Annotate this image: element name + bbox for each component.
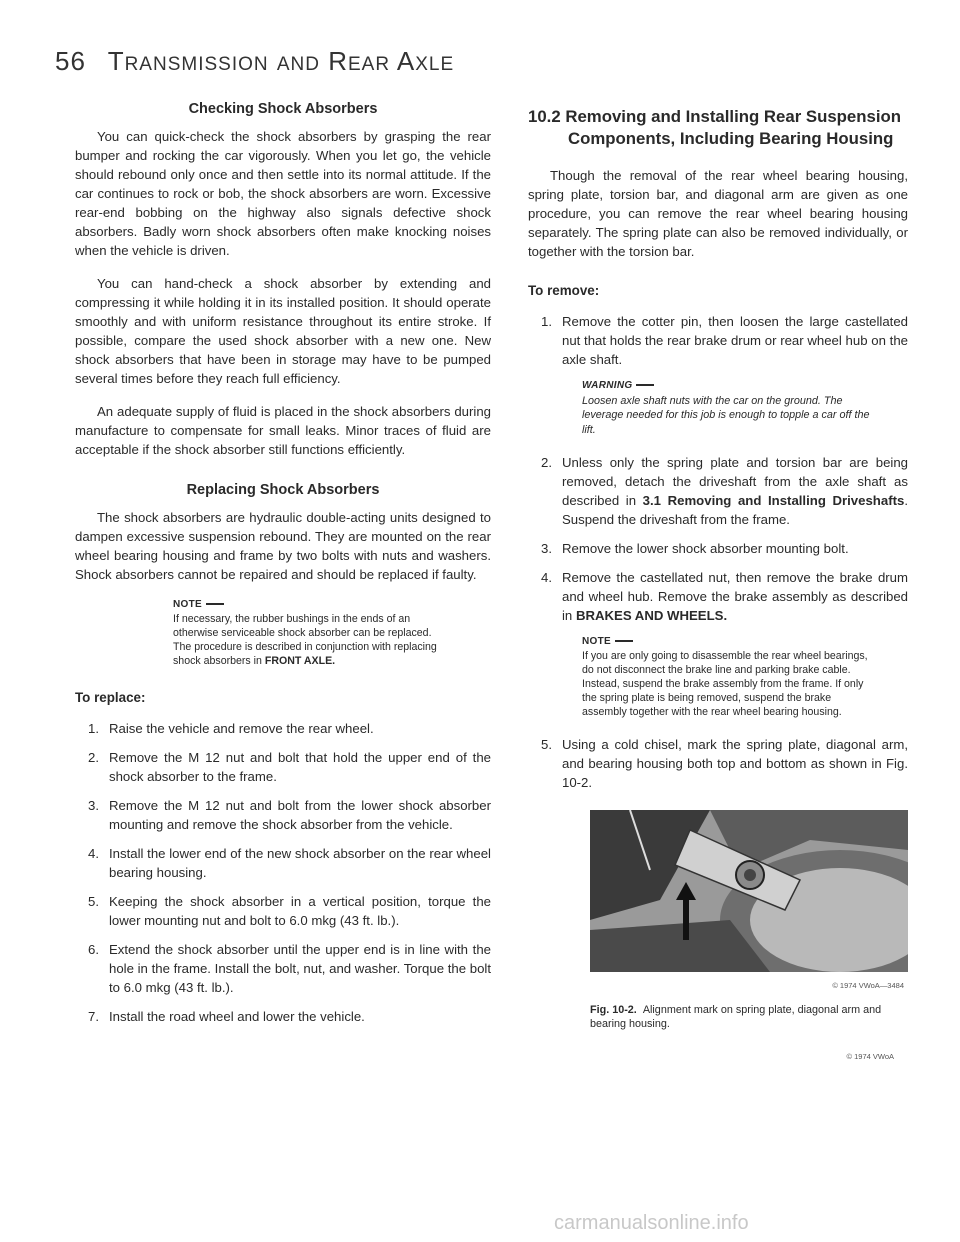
figure-illustration bbox=[590, 810, 908, 972]
list-item: 3. Remove the M 12 nut and bolt from the lower shock absorber mounting and remove the shock absorber from the vehicle. bbox=[88, 798, 491, 832]
copyright: © 1974 VWoA bbox=[846, 1052, 894, 1061]
note-label: NOTE bbox=[582, 635, 878, 649]
figure-code: © 1974 VWoA—3484 bbox=[832, 981, 904, 990]
list-item: 6. Extend the shock absorber until the upper end is in line with the hole in the frame. Install the bolt, nut, and washer. Torque the bolt to 6.0 mkg (43 ft. lb.). bbox=[88, 942, 491, 995]
note-box-right bbox=[582, 635, 878, 719]
page-number: 56 bbox=[55, 46, 86, 76]
list-item: 4. Install the lower end of the new shock absorber on the rear wheel bearing housing. bbox=[88, 846, 491, 880]
figure-label: Fig. 10-2. bbox=[590, 1004, 637, 1016]
replace-steps bbox=[75, 719, 491, 1026]
checking-paragraph-2: You can hand-check a shock absorber by extending and compressing it while holding it in its installed position. It should operate smoothly and with uniform resistance throughout its entire stroke. If possible, compare the used shock absorber with a new one. New shock absorbers that have been in storage may have to be pumped several times before they reach full efficiency. bbox=[75, 276, 491, 386]
note-box bbox=[173, 598, 451, 668]
remove-steps bbox=[528, 312, 908, 369]
replace-procedure-label: To replace: bbox=[75, 690, 146, 705]
remove-steps-continued bbox=[528, 453, 908, 625]
checking-heading: Checking Shock Absorbers bbox=[188, 101, 378, 117]
left-column bbox=[75, 100, 491, 1036]
watermark: carmanualsonline.info bbox=[554, 1212, 749, 1234]
warning-label: WARNING bbox=[582, 379, 878, 394]
page-header bbox=[55, 46, 454, 77]
section-heading: 10.2 Removing and Installing Rear Suspension Components, Including Bearing Housing bbox=[528, 107, 902, 148]
right-column bbox=[528, 100, 908, 1066]
list-item: 7. Install the road wheel and lower the vehicle. bbox=[88, 1009, 365, 1024]
replacing-paragraph: The shock absorbers are hydraulic double-acting units designed to dampen excessive suspension rebound. They are mounted on the rear wheel bearing housing and frame by two bolts with nuts and washers. Shock absorbers cannot be repaired and should be replaced if faulty. bbox=[75, 510, 491, 582]
list-item: 2. Unless only the spring plate and torsion bar are being removed, detach the driveshaft from the axle shaft as described in 3.1 Removing and Installing Driveshafts. Suspend the driveshaft from the frame. bbox=[541, 455, 908, 527]
warning-box bbox=[582, 379, 878, 437]
checking-paragraph-3: An adequate supply of fluid is placed in the shock absorbers during manufacture to compensate for small leaks. Minor traces of fluid are acceptable if the shock absorber still functions efficiently. bbox=[75, 404, 491, 457]
warning-text: Loosen axle shaft nuts with the car on the ground. The leverage needed for this job is enough to topple a car off the lift. bbox=[582, 394, 870, 436]
list-item: 2. Remove the M 12 nut and bolt that hold the upper end of the shock absorber to the frame. bbox=[88, 750, 491, 784]
figure-caption: Fig. 10-2. Alignment mark on spring plate, diagonal arm and bearing housing. bbox=[590, 1004, 882, 1030]
remove-steps-final bbox=[528, 735, 908, 792]
note-text: If necessary, the rubber bushings in the ends of an otherwise serviceable shock absorber can be replaced. The procedure is described in conjunction with replacing shock absorbers in bbox=[173, 613, 437, 667]
remove-procedure-label: To remove: bbox=[528, 283, 600, 298]
list-item: 4. Remove the castellated nut, then remove the brake drum and wheel hub. Remove the brake assembly as described in BRAKES AND WHEELS. bbox=[541, 570, 908, 623]
replacing-heading: Replacing Shock Absorbers bbox=[186, 482, 380, 498]
note-label: NOTE bbox=[173, 598, 451, 612]
list-item: 5. Using a cold chisel, mark the spring plate, diagonal arm, and bearing housing both top and bottom as shown in Fig. 10-2. bbox=[541, 737, 908, 790]
list-item: 3. Remove the lower shock absorber mounting bolt. bbox=[541, 541, 849, 556]
note-text: If you are only going to disassemble the rear wheel bearings, do not disconnect the brake line and parking brake cable. Instead, suspend the brake assembly from the frame. If only the spring plate is being removed, suspend the brake assembly together with the rear wheel bearing housing. bbox=[582, 650, 868, 718]
chapter-title: TRANSMISSION AND REAR AXLE bbox=[107, 46, 455, 76]
list-item: 5. Keeping the shock absorber in a vertical position, torque the lower mounting nut and bolt to 6.0 mkg (43 ft. lb.). bbox=[88, 894, 491, 928]
list-item: 1. Remove the cotter pin, then loosen the large castellated nut that holds the rear brake drum or rear wheel hub on the axle shaft. bbox=[541, 314, 908, 367]
figure-photo bbox=[590, 810, 908, 972]
checking-paragraph-1: You can quick-check the shock absorbers by grasping the rear bumper and rocking the car vigorously. When you let go, the vehicle should rebound only once and then settle into its normal attitude. If the car continues to rock or bob, the shock absorbers are worn. Excessive rear-end bobbing on the highway also signals defective shock absorbers. Badly worn shock absorbers often make knocking noises when the vehicle is driven. bbox=[75, 129, 491, 258]
list-item: 1. Raise the vehicle and remove the rear wheel. bbox=[88, 721, 374, 736]
note-reference: FRONT AXLE. bbox=[264, 655, 336, 667]
section-intro: Though the removal of the rear wheel bearing housing, spring plate, torsion bar, and diagonal arm are given as one procedure, you can remove the rear wheel bearing housing separately. The spring plate can also be removed individually, or together with the torsion bar. bbox=[528, 168, 908, 259]
